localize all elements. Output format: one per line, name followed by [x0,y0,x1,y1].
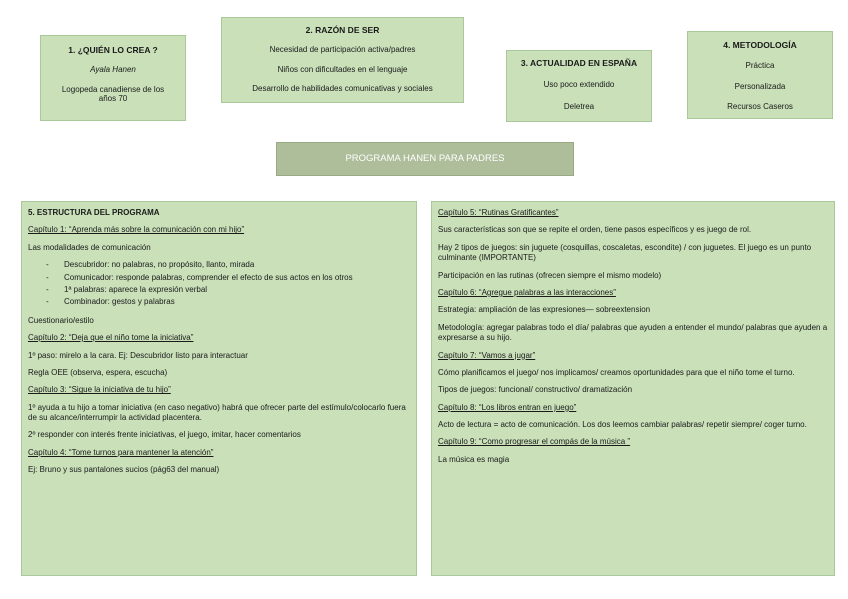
box2-line-3: Desarrollo de habilidades comunicativas y sociales [252,84,433,94]
box-razon-de-ser [221,17,464,103]
list-item: - Comunicador: responde palabras, comprender el efecto de sus actos en los otros [28,273,416,283]
estrategia-text: Estrategia: ampliación de las expresiones— sobreextension [438,305,651,315]
box3-title: 3. ACTUALIDAD EN ESPAÑA [520,58,638,68]
como-text: Cómo planificamos el juego/ nos implicamos/ creamos oportunidades para que el niño tome el turno. [438,367,795,377]
musica-text: La música es magia [438,454,510,464]
list-item: - 1ª palabras: aparece la expresión verbal [28,285,416,295]
modalidades-text: Las modalidades de comunicación [28,242,151,252]
box4-line-1: Práctica [745,61,775,71]
chapter-6-heading: Capítulo 6: “Agregue palabras a las interacciones” [438,287,616,297]
modalidades-list [28,260,416,308]
tipos-juegos-text: Tipos de juegos: funcional/ constructivo/ dramatización [438,385,633,395]
ayuda-text: 1º ayuda a tu hijo a tomar iniciativa (en caso negativo) habrá que ofrecer parte del estímulo/colocarlo fuera de su alcance/interrumpir la actividad placentera. [28,402,406,423]
chapter-3-heading: Capítulo 3: “Sigue la iniciativa de tu hijo” [28,385,171,395]
box4-line-3: Recursos Caseros [727,102,793,112]
list-item: - Combinador: gestos y palabras [28,297,416,307]
example-text: Ej: Bruno y sus pantalones sucios (pág63 del manual) [28,465,220,475]
box-actualidad-espana [506,50,652,122]
box1-title: 1. ¿QUIÉN LO CREA ? [68,45,158,55]
box-metodologia [687,31,833,119]
chapter-5-heading: Capítulo 5: “Rutinas Gratificantes” [438,208,559,217]
panel-capitulos [431,201,835,576]
panel-estructura [21,201,417,576]
box3-line-1: Uso poco extendido [543,80,615,90]
box1-line-1: Ayala Hanen [90,65,136,75]
participacion-text: Participación en las rutinas (ofrecen siempre el mismo modelo) [438,270,662,280]
cuestionario-text: Cuestionario/estilo [28,315,94,325]
tipos-text: Hay 2 tipos de juegos: sin juguete (cosquillas, coscaletas, escondite) / con juguetes. El juego es un punto culminante (IMPORTANTE) [438,242,812,263]
box-quien-lo-crea [40,35,186,121]
box1-line-2: Logopeda canadiense de los años 70 [61,84,165,104]
chapter-4-heading: Capítulo 4: “Tome turnos para mantener la atención” [28,447,214,457]
acto-text: Acto de lectura = acto de comunicación. Los dos leemos cambiar palabras/ repetir siempre/ coger turno. [438,420,807,430]
regla-text: Regla OEE (observa, espera, escucha) [28,367,168,377]
metodologia-text: Metodología: agregar palabras todo el día/ palabras que ayuden a entender el mundo/ palabras que ayuden a expresarse a su hijo. [438,322,828,343]
paso1-text: 1º paso: mirelo a la cara. Ej: Descubridor listo para interactuar [28,350,248,360]
box2-line-1: Necesidad de participación activa/padres [269,45,416,55]
box3-line-2: Deletrea [563,101,595,111]
responder-text: 2º responder con interés frente iniciativas, el juego, imitar, hacer comentarios [28,430,301,440]
chapter-9-heading: Capítulo 9: “Como progresar el compás de la música ” [438,437,631,447]
chapter-2-heading: Capítulo 2: “Deja que el niño tome la iniciativa” [28,333,194,343]
list-item: - Descubridor: no palabras, no propósito, llanto, mirada [28,260,416,270]
program-banner: PROGRAMA HANEN PARA PADRES [276,142,574,176]
chapter-1-heading: Capítulo 1: “Aprenda más sobre la comunicación con mi hijo” [28,225,245,235]
chapter-7-heading: Capítulo 7: “Vamos a jugar” [438,350,536,360]
caracteristicas-text: Sus características son que se repite el orden, tiene pasos específicos y es juego de rol. [438,225,752,235]
box2-title: 2. RAZÓN DE SER [305,25,380,35]
box4-title: 4. METODOLOGÍA [723,40,797,50]
box4-line-2: Personalizada [734,81,786,91]
chapter-8-heading: Capítulo 8: “Los libros entran en juego” [438,402,577,412]
structure-title: 5. ESTRUCTURA DEL PROGRAMA [28,208,160,217]
box2-line-2: Niños con dificultades en el lenguaje [277,64,408,74]
